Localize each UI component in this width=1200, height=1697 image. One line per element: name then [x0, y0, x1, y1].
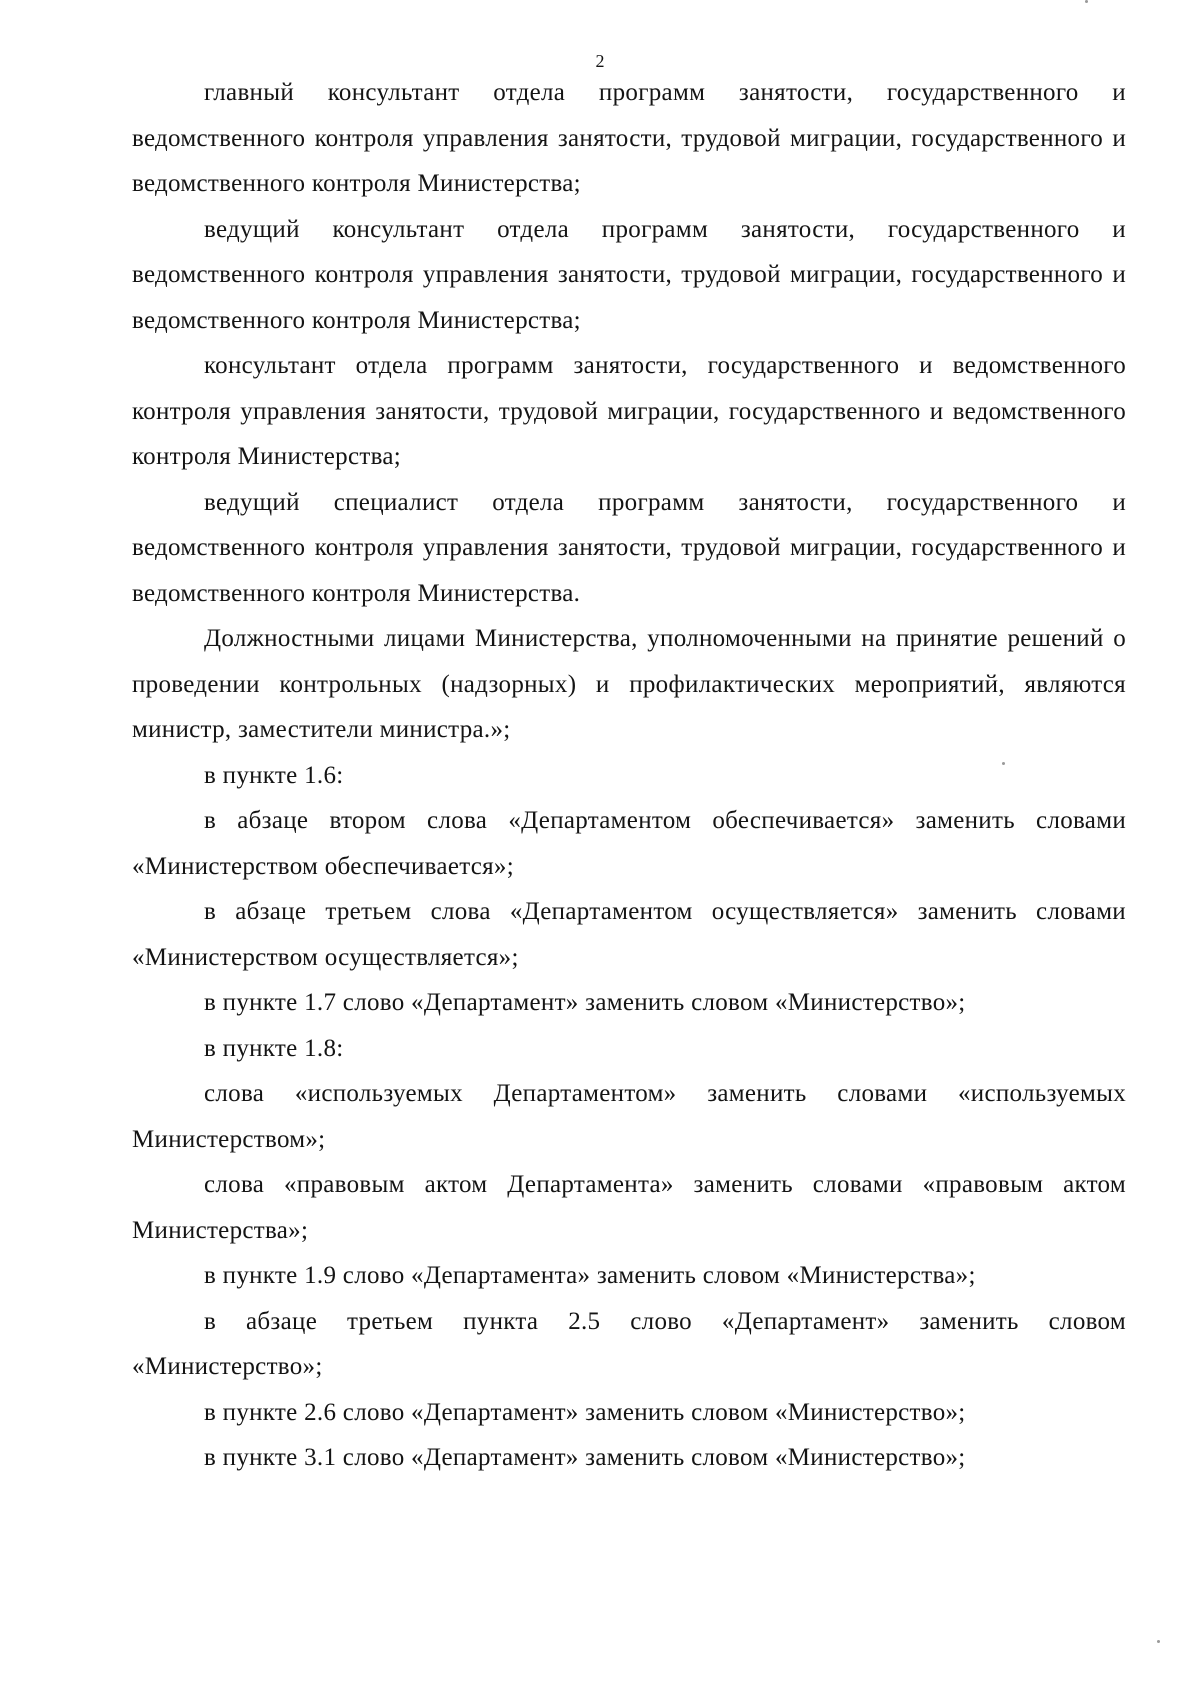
scan-speck	[1085, 0, 1088, 3]
page-number: 2	[595, 51, 605, 71]
paragraph-clause-2-5: в абзаце третьем пункта 2.5 слово «Департамент» заменить словом «Министерство»;	[132, 1307, 1126, 1380]
paragraph-clause-1-6-second: в абзаце втором слова «Департаментом обеспечивается» заменить словами «Министерством обеспечивается»;	[132, 807, 1126, 880]
paragraph-leading-specialist: ведущий специалист отдела программ занятости, государственного и ведомственного контроля управления занятости, трудовой миграции, государственного и ведомственного контроля Министерства.	[132, 488, 1126, 607]
paragraph-clause-3-1: в пункте 3.1 слово «Департамент» заменить словом «Министерство»;	[204, 1444, 966, 1471]
paragraph-clause-2-6: в пункте 2.6 слово «Департамент» заменить словом «Министерство»;	[204, 1398, 966, 1426]
paragraph-clause-1-8: в пункте 1.8:	[204, 1034, 344, 1062]
scan-speck	[1002, 762, 1005, 765]
paragraph-clause-1-8-legal-act: слова «правовым актом Департамента» заменить словами «правовым актом Министерства»;	[132, 1171, 1126, 1244]
paragraph-leading-consultant: ведущий консультант отдела программ занятости, государственного и ведомственного контроля управления занятости, трудовой миграции, государственного и ведомственного контроля Министерства;	[132, 215, 1126, 334]
paragraph-consultant: консультант отдела программ занятости, государственного и ведомственного контроля управления занятости, трудовой миграции, государственного и ведомственного контроля Министерства;	[132, 352, 1126, 470]
paragraph-chief-consultant: главный консультант отдела программ занятости, государственного и ведомственного контроля управления занятости, трудовой миграции, государственного и ведомственного контроля Министерства;	[132, 79, 1126, 197]
paragraph-clause-1-8-used: слова «используемых Департаментом» заменить словами «используемых Министерством»;	[132, 1080, 1126, 1153]
paragraph-clause-1-7: в пункте 1.7 слово «Департамент» заменить словом «Министерство»;	[204, 989, 966, 1016]
paragraph-officials: Должностными лицами Министерства, уполномоченными на принятие решений о проведении контрольных (надзорных) и профилактических мероприятий, являются министр, заместители министра.»;	[132, 625, 1126, 743]
paragraph-clause-1-9: в пункте 1.9 слово «Департамента» заменить словом «Министерства»;	[204, 1262, 976, 1289]
paragraph-clause-1-6-third: в абзаце третьем слова «Департаментом осуществляется» заменить словами «Министерством осуществляется»;	[132, 898, 1126, 971]
scan-speck	[1157, 1640, 1160, 1643]
paragraph-clause-1-6: в пункте 1.6:	[204, 761, 344, 789]
document-body	[132, 70, 1126, 1481]
